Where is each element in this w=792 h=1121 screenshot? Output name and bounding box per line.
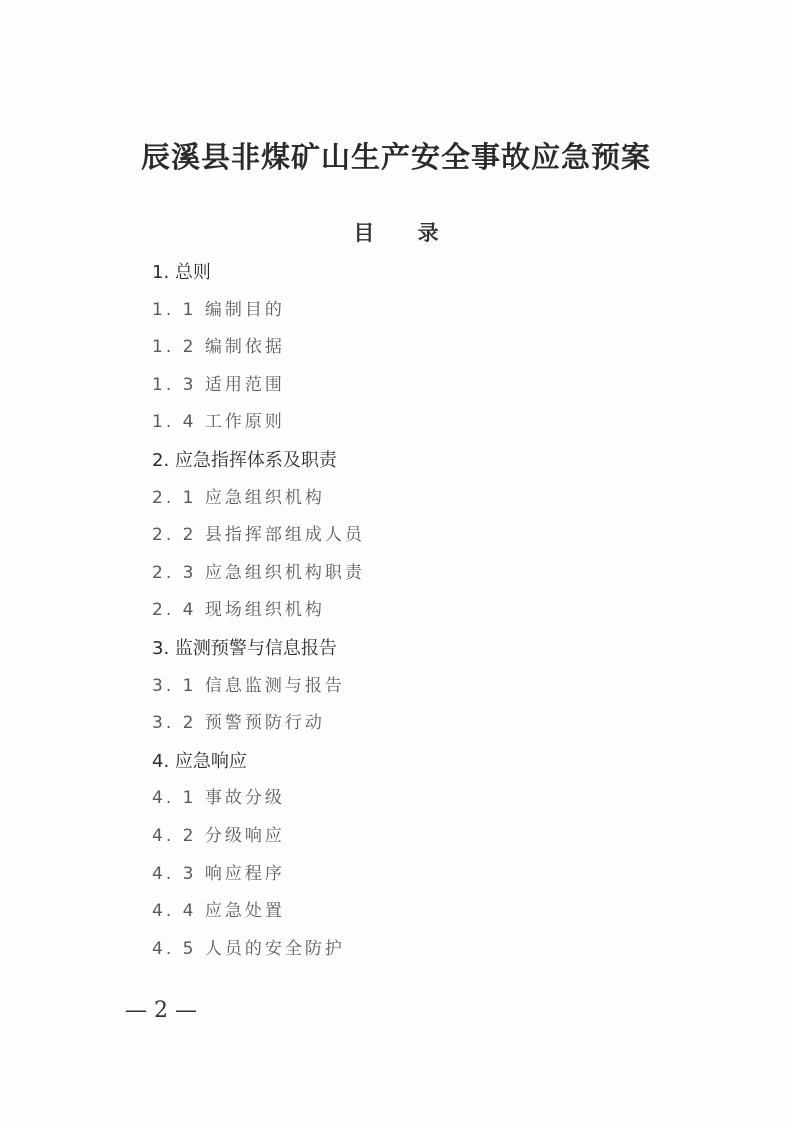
toc-entry: 2. 应急指挥体系及职责 [152,449,337,471]
table-of-contents [152,254,712,968]
toc-entry: 2. 2 县指挥部组成人员 [152,525,365,546]
toc-entry: 1. 1 编制目的 [152,299,285,320]
page-number: — 2 — [125,998,197,1023]
toc-entry: 4. 5 人员的安全防护 [152,938,345,959]
toc-entry: 1. 4 工作原则 [152,412,285,433]
toc-entry: 4. 3 响应程序 [152,863,285,884]
toc-entry: 2. 3 应急组织机构职责 [152,562,365,583]
toc-entry: 1. 3 适用范围 [152,374,285,395]
toc-entry: 2. 4 现场组织机构 [152,600,325,621]
toc-entry: 4. 1 事故分级 [152,788,285,809]
toc-entry: 4. 应急响应 [152,750,247,772]
toc-entry: 2. 1 应急组织机构 [152,487,325,508]
toc-entry: 3. 1 信息监测与报告 [152,675,345,696]
toc-entry: 3. 监测预警与信息报告 [152,637,337,659]
document-title: 辰溪县非煤矿山生产安全事故应急预案 [140,140,651,174]
toc-entry: 1. 总则 [152,262,211,283]
toc-heading: 目 录 [353,221,457,245]
toc-entry: 4. 2 分级响应 [152,825,285,846]
toc-entry: 3. 2 预警预防行动 [152,713,325,734]
toc-entry: 1. 2 编制依据 [152,337,285,358]
toc-entry: 4. 4 应急处置 [152,901,285,922]
